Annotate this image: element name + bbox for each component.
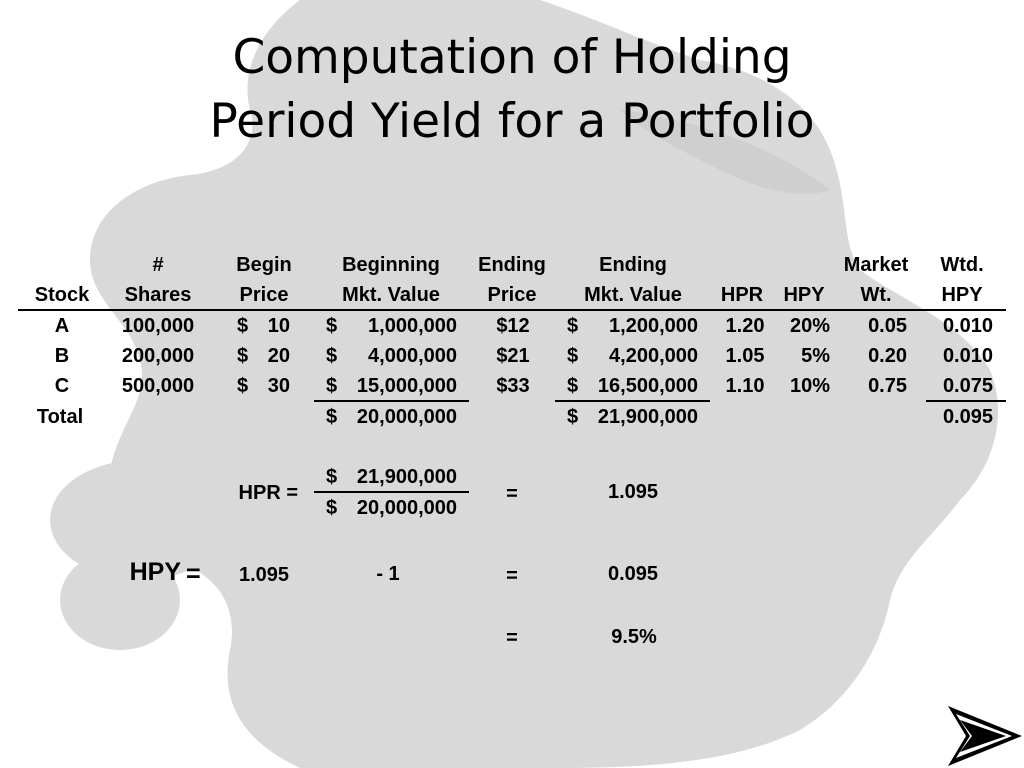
header-wtd-hpy-top: Wtd.	[940, 254, 984, 276]
cell-hpy: 20%	[789, 315, 830, 337]
slide-title	[0, 26, 1024, 154]
header-market-wt: Wt.	[860, 284, 892, 306]
header-shares-top: #	[152, 254, 164, 276]
hpy-result: 0.095	[607, 563, 659, 585]
header-begin-value-top: Beginning	[342, 254, 440, 276]
hpr-equals: =	[506, 483, 518, 505]
cell-wtd-hpy: 0.010	[942, 315, 993, 337]
header-market-wt-top: Market	[843, 254, 909, 276]
cell-begin-value: 15,000,000	[356, 375, 457, 397]
cell-begin-value: 1,000,000	[368, 315, 457, 337]
hpy-label: HPY	[129, 558, 181, 586]
cell-begin-price-symbol: $	[237, 375, 249, 397]
total-label: Total	[36, 406, 84, 428]
total-wtd-hpy: 0.095	[942, 406, 993, 428]
cell-begin-value-symbol: $	[326, 315, 338, 337]
next-arrow-icon[interactable]	[946, 704, 1024, 768]
hpy-minus-one: - 1	[376, 563, 400, 585]
cell-end-price: $21	[496, 345, 530, 367]
header-begin-value: Mkt. Value	[342, 284, 440, 306]
cell-end-value: 1,200,000	[609, 315, 698, 337]
cell-hpr: 1.10	[725, 375, 765, 397]
cell-end-value: 16,500,000	[597, 375, 698, 397]
cell-end-price: $12	[496, 315, 530, 337]
hpy-equals-2: =	[506, 627, 518, 649]
cell-end-value-symbol: $	[567, 345, 579, 367]
header-begin-price: Price	[239, 284, 289, 306]
hpy-result-percent: 9.5%	[611, 626, 657, 648]
header-hpr: HPR	[720, 284, 764, 306]
cell-market-wt: 0.20	[868, 345, 907, 367]
hpr-numerator-symbol: $	[326, 466, 338, 488]
total-end-value-symbol: $	[567, 406, 579, 428]
header-rule	[18, 309, 1006, 311]
cell-market-wt: 0.05	[868, 315, 907, 337]
cell-begin-price-symbol: $	[237, 315, 249, 337]
cell-shares: 100,000	[121, 315, 195, 337]
cell-begin-value: 4,000,000	[368, 345, 457, 367]
header-shares: Shares	[124, 284, 192, 306]
cell-stock: C	[54, 375, 70, 397]
header-end-price: Price	[487, 284, 537, 306]
cell-begin-price: 10	[267, 315, 290, 337]
sum-rule-end-value	[555, 400, 710, 402]
cell-end-value: 4,200,000	[609, 345, 698, 367]
hpy-equals: =	[506, 565, 518, 587]
sum-rule-wtd-hpy	[926, 400, 1006, 402]
cell-wtd-hpy: 0.075	[942, 375, 993, 397]
hpr-result: 1.095	[607, 481, 659, 503]
header-stock: Stock	[34, 284, 90, 306]
cell-hpy: 5%	[801, 345, 830, 367]
cell-begin-value-symbol: $	[326, 375, 338, 397]
hpr-label: HPR =	[238, 482, 298, 504]
cell-hpr: 1.20	[725, 315, 765, 337]
header-begin-price-top: Begin	[236, 254, 292, 276]
total-begin-value-symbol: $	[326, 406, 338, 428]
cell-market-wt: 0.75	[868, 375, 907, 397]
cell-shares: 500,000	[121, 375, 195, 397]
cell-wtd-hpy: 0.010	[942, 345, 993, 367]
header-hpy: HPY	[783, 284, 825, 306]
cell-begin-value-symbol: $	[326, 345, 338, 367]
cell-stock: B	[54, 345, 70, 367]
hpr-denominator-symbol: $	[326, 497, 338, 519]
cell-end-value-symbol: $	[567, 375, 579, 397]
total-end-value: 21,900,000	[597, 406, 698, 428]
cell-begin-price: 20	[267, 345, 290, 367]
cell-end-price: $33	[496, 375, 530, 397]
cell-end-value-symbol: $	[567, 315, 579, 337]
cell-begin-price: 30	[267, 375, 290, 397]
header-end-price-top: Ending	[478, 254, 546, 276]
hpr-numerator: 21,900,000	[356, 466, 457, 488]
hpy-value: 1.095	[238, 564, 290, 586]
header-end-value: Mkt. Value	[584, 284, 682, 306]
cell-hpr: 1.05	[725, 345, 765, 367]
header-end-value-top: Ending	[599, 254, 667, 276]
title-line-1: Computation of Holding	[232, 30, 792, 85]
header-wtd-hpy: HPY	[941, 284, 983, 306]
sum-rule-begin-value	[314, 400, 469, 402]
cell-stock: A	[54, 315, 70, 337]
hpr-denominator: 20,000,000	[356, 497, 457, 519]
cell-shares: 200,000	[121, 345, 195, 367]
title-line-2: Period Yield for a Portfolio	[209, 94, 815, 149]
hpy-label-equals: =	[186, 560, 201, 588]
cell-hpy: 10%	[789, 375, 830, 397]
fraction-bar	[314, 491, 469, 493]
total-begin-value: 20,000,000	[356, 406, 457, 428]
cell-begin-price-symbol: $	[237, 345, 249, 367]
